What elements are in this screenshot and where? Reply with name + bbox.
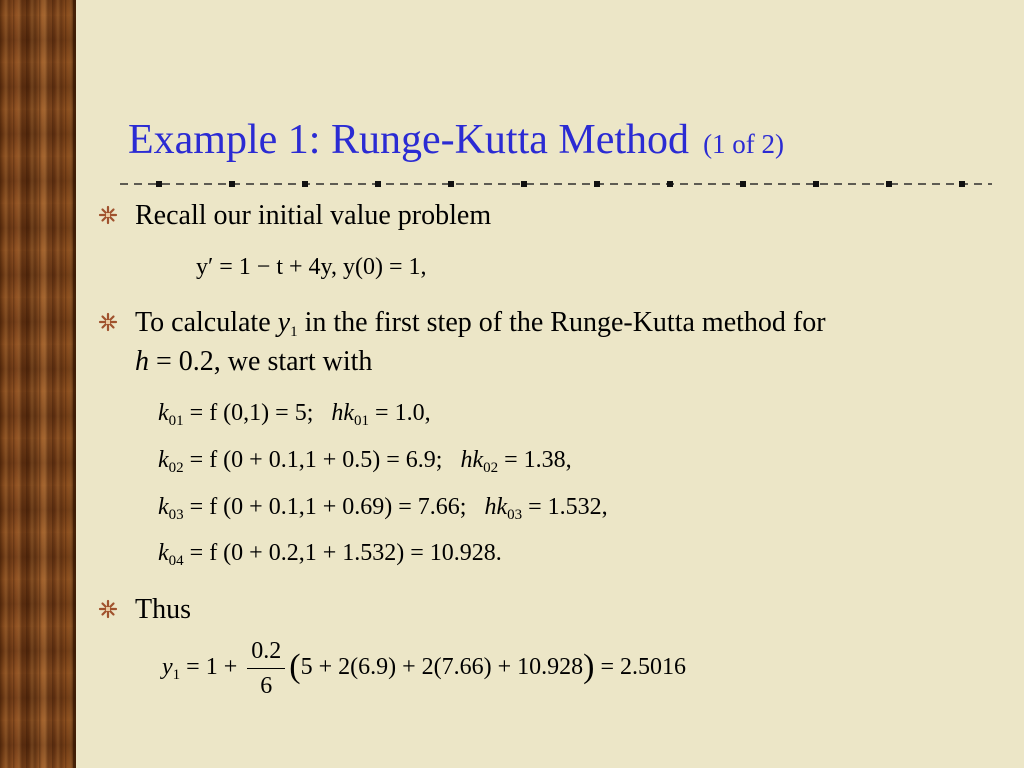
bullet-icon (98, 205, 118, 225)
wood-sidebar (0, 0, 76, 768)
hk-rhs: = 1.0, (369, 400, 431, 426)
ivp-equation: y′ = 1 − t + 4y, y(0) = 1, (196, 254, 427, 280)
hk-term: hk (331, 400, 355, 426)
title-part-indicator: (1 of 2) (703, 129, 785, 159)
k-sub: 03 (168, 507, 184, 523)
hk-sub: 03 (507, 507, 523, 523)
k-rhs: = f (0 + 0.2,1 + 1.532) = 10.928. (183, 540, 502, 566)
bullet-2-line-2 (135, 343, 372, 381)
k02-equation: $k_{02} = f$ (0 + 0.1,1 + 0.5) = 6.9; $hk_{02} = 1.38$, (158, 447, 572, 476)
k-rhs: = f (0,1) = 5; (183, 400, 314, 426)
k-sub: 02 (168, 460, 184, 476)
bullet-2-line2-suffix: = 0.2, we start with (149, 346, 373, 377)
fraction-denominator: 6 (260, 673, 273, 699)
hk-sub: 02 (483, 460, 499, 476)
var-h: h (135, 346, 149, 377)
k-sub: 01 (168, 413, 184, 429)
bullet-icon (98, 312, 118, 332)
k01-equation: $k_{01} = f$ (0,1) = 5; $hk_{01} = 1.0$, (158, 400, 431, 429)
bullet-2-prefix: To calculate (135, 307, 278, 338)
final-lhs: y (162, 654, 173, 681)
k04-equation: $k_{04} = f$ (0 + 0.2,1 + 1.532) = 10.928. (158, 540, 502, 569)
hk-term: hk (460, 447, 484, 473)
k-rhs: = f (0 + 0.1,1 + 0.69) = 7.66; (183, 494, 467, 520)
title-divider (120, 176, 992, 192)
bullet-1-text: Recall our initial value problem (135, 200, 492, 231)
final-result: = 2.5016 (594, 654, 687, 681)
hk-rhs: = 1.532, (522, 494, 608, 520)
hk-rhs: = 1.38, (498, 447, 572, 473)
final-pre: = 1 + (180, 654, 244, 681)
final-inner: 5 + 2(6.9) + 2(7.66) + 10.928 (300, 654, 584, 681)
bullet-2-suffix: in the first step of the Runge-Kutta method for (297, 307, 826, 338)
var-y-sub: 1 (290, 324, 298, 340)
bullet-3-text: Thus (135, 594, 191, 625)
k-sub: 04 (168, 553, 184, 569)
final-lhs-sub: 1 (172, 667, 181, 684)
slide-title (128, 116, 784, 164)
title-main: Example 1: Runge-Kutta Method (128, 117, 690, 163)
k03-equation: $k_{03} = f$ (0 + 0.1,1 + 0.69) = 7.66; $hk_{03} = 1.532$, (158, 494, 608, 523)
hk-term: hk (484, 494, 508, 520)
k-rhs: = f (0 + 0.1,1 + 0.5) = 6.9; (183, 447, 443, 473)
final-equation: $y_1 = 1$ + $\frac{0.2}{6}$ (5 + 2(6.9) + 2(7.66) + 10.928) = 2.5016 (162, 638, 687, 699)
var-y: y (277, 307, 291, 338)
bullet-icon (98, 599, 118, 619)
fraction-numerator: 0.2 (247, 636, 285, 669)
fraction (247, 636, 285, 701)
hk-sub: 01 (354, 413, 370, 429)
